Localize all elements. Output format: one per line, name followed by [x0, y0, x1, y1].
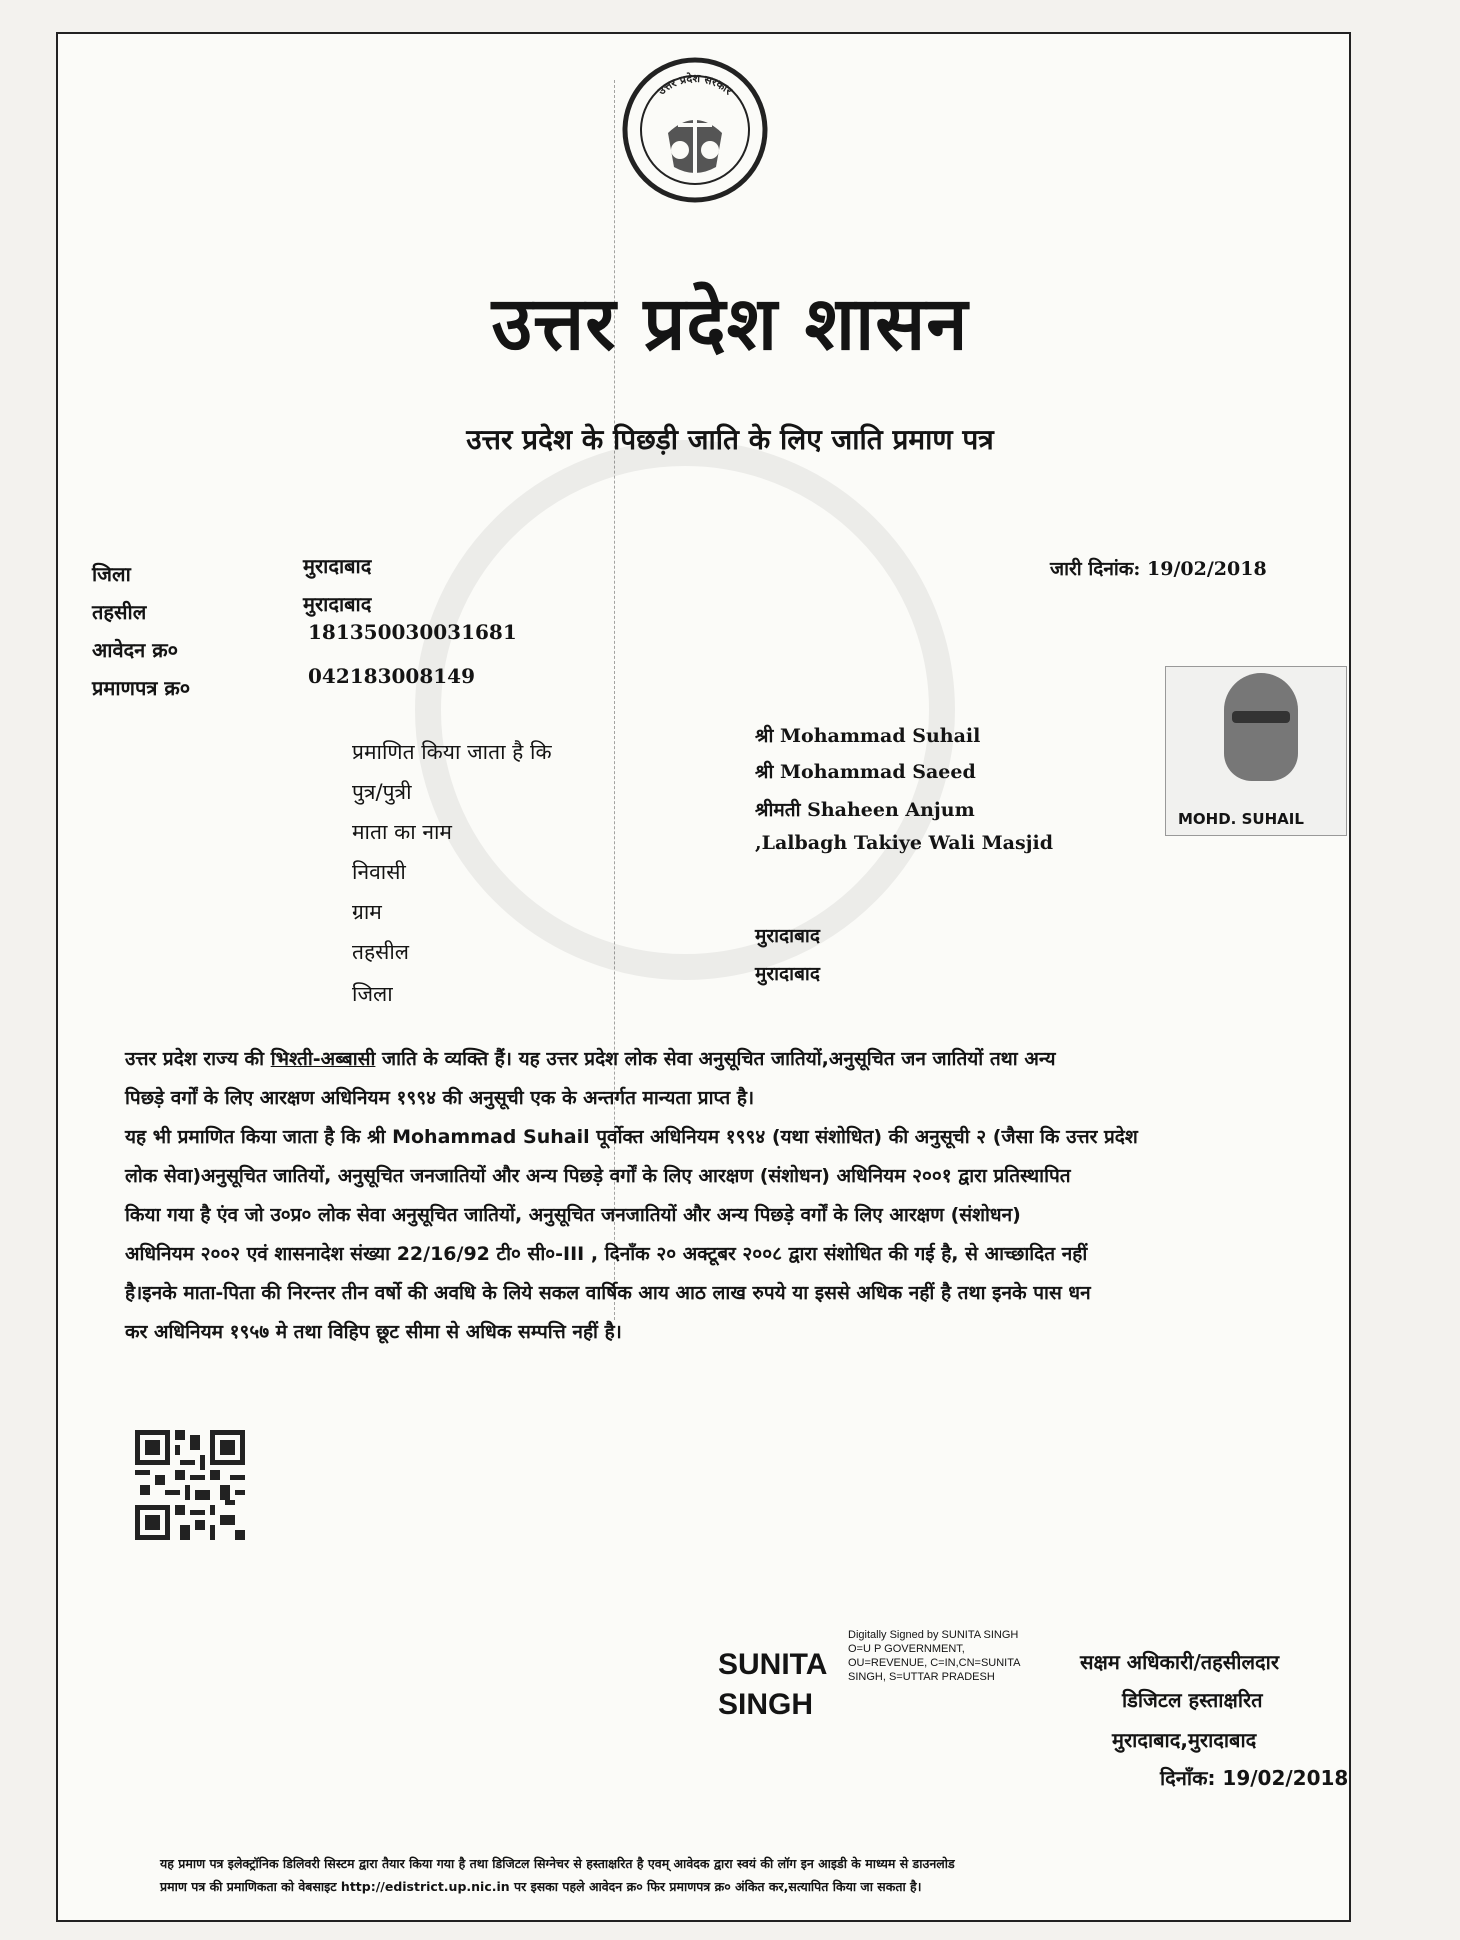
- field-value-name: श्री Mohammad Suhail: [755, 725, 981, 747]
- application-number-value: 181350030031681: [308, 620, 517, 644]
- signer-first-name: SUNITA: [718, 1648, 828, 1681]
- applicant-glasses: [1232, 711, 1290, 723]
- district-label: जिला: [92, 562, 131, 586]
- body-line-5: किया गया है एंव जो उ०प्र० लोक सेवा अनुसूचित जातियों, अनुसूचित जनजातियों और अन्य पिछड़े वर्गों के लिए आरक्षण (संशोधन): [125, 1204, 1021, 1226]
- digitally-signed-label: डिजिटल हस्ताक्षरित: [1122, 1688, 1263, 1712]
- applicant-face: [1224, 673, 1298, 781]
- district-value: मुरादाबाद: [303, 554, 372, 578]
- signature-details: Digitally Signed by SUNITA SINGH O=U P GOVERNMENT, OU=REVENUE, C=IN,CN=SUNITA SINGH, S=UTTAR PRADESH: [848, 1629, 1020, 1683]
- authority-title: सक्षम अधिकारी/तहसीलदार: [1080, 1650, 1280, 1674]
- certificate-body: [125, 1040, 1340, 1352]
- authority-date: दिनाँक: 19/02/2018: [1160, 1766, 1349, 1790]
- field-value-district: मुरादाबाद: [755, 963, 820, 985]
- svg-text:उत्तर प्रदेश सरकार: उत्तर प्रदेश सरकार: [655, 71, 735, 98]
- body-line-3: यह भी प्रमाणित किया जाता है कि श्री Mohammad Suhail पूर्वोक्त अधिनियम १९९४ (यथा संशोधित) की अनुसूची २ (जैसा कि उत्तर प्रदेश: [125, 1126, 1138, 1148]
- authority-place: मुरादाबाद,मुरादाबाद: [1112, 1728, 1257, 1752]
- field-value-father: श्री Mohammad Saeed: [755, 761, 976, 783]
- body-line-6: अधिनियम २००२ एवं शासनादेश संख्या 22/16/92 टी० सी०-III , दिनाँक २० अक्टूबर २००८ द्वारा संशोधित की गई है, से आच्छादित नहीं: [125, 1243, 1088, 1265]
- digital-signature: [718, 1645, 827, 1725]
- field-value-address: ,Lalbagh Takiye Wali Masjid: [755, 832, 1054, 854]
- watermark-emblem: [415, 440, 955, 980]
- field-label-district: जिला: [352, 982, 393, 1006]
- body-line-4: लोक सेवा)अनुसूचित जातियों, अनुसूचित जनजातियों और अन्य पिछड़े वर्गों के लिए आरक्षण (संशोधन) अधिनियम २००१ द्वारा प्रतिस्थापित: [125, 1165, 1071, 1187]
- verification-qr-code: [135, 1430, 245, 1540]
- field-label-resident: निवासी: [352, 860, 406, 884]
- up-government-emblem: [620, 55, 770, 205]
- body-line-2: पिछड़े वर्गों के लिए आरक्षण अधिनियम १९९४ की अनुसूची एक के अन्तर्गत मान्यता प्राप्त है।: [125, 1087, 755, 1109]
- field-label-certified: प्रमाणित किया जाता है कि: [352, 740, 552, 764]
- field-value-mother: श्रीमती Shaheen Anjum: [755, 799, 975, 821]
- footer-note-line-1: यह प्रमाण पत्र इलेक्ट्रॉनिक डिलिवरी सिस्टम द्वारा तैयार किया गया है तथा डिजिटल सिग्नेचर से हस्ताक्षरित है एवम् आवेदक द्वारा स्वयं की लॉग इन आइडी के माध्यम से डाउनलोड: [160, 1856, 955, 1871]
- body-line-1-end: जाति के व्यक्ति हैं। यह उत्तर प्रदेश लोक सेवा अनुसूचित जातियों,अनुसूचित जन जातियों तथा अन्य: [375, 1048, 1056, 1070]
- certificate-number-label: प्रमाणपत्र क्र०: [92, 676, 191, 700]
- body-line-8: कर अधिनियम १९५७ मे तथा विहिप छूट सीमा से अधिक सम्पत्ति नहीं है।: [125, 1321, 622, 1343]
- page-title: उत्तर प्रदेश शासन: [491, 281, 969, 367]
- certificate-number-value: 042183008149: [308, 664, 475, 688]
- applicant-photo: [1165, 666, 1347, 836]
- body-line-1: [125, 1040, 1340, 1079]
- issue-date: जारी दिनांक: 19/02/2018: [1050, 558, 1267, 580]
- field-label-tehsil: तहसील: [352, 940, 409, 964]
- field-label-son-daughter: पुत्र/पुत्री: [352, 780, 412, 804]
- body-line-1-start: उत्तर प्रदेश राज्य की: [125, 1048, 271, 1070]
- tehsil-label: तहसील: [92, 600, 147, 624]
- field-label-mother: माता का नाम: [352, 820, 452, 844]
- field-label-village: ग्राम: [352, 900, 382, 924]
- application-number-label: आवेदन क्र०: [92, 638, 179, 662]
- caste-name: भिश्ती-अब्बासी: [270, 1048, 376, 1070]
- signer-last-name: SINGH: [718, 1688, 814, 1721]
- body-line-7: है।इनके माता-पिता की निरन्तर तीन वर्षो की अवधि के लिये सकल वार्षिक आय आठ लाख रुपये या इससे अधिक नहीं है तथा इनके पास धन: [125, 1282, 1091, 1304]
- field-value-tehsil: मुरादाबाद: [755, 925, 820, 947]
- certificate-subtitle: उत्तर प्रदेश के पिछड़ी जाति के लिए जाति प्रमाण पत्र: [466, 423, 994, 456]
- photo-caption: MOHD. SUHAIL: [1178, 810, 1304, 828]
- tehsil-value: मुरादाबाद: [303, 592, 372, 616]
- footer-note-line-2: प्रमाण पत्र की प्रमाणिकता को वेबसाइट http://edistrict.up.nic.in पर इसका पहले आवेदन क्र० फिर प्रमाणपत्र क्र० अंकित कर,सत्यापित किया जा सकता है।: [160, 1879, 922, 1894]
